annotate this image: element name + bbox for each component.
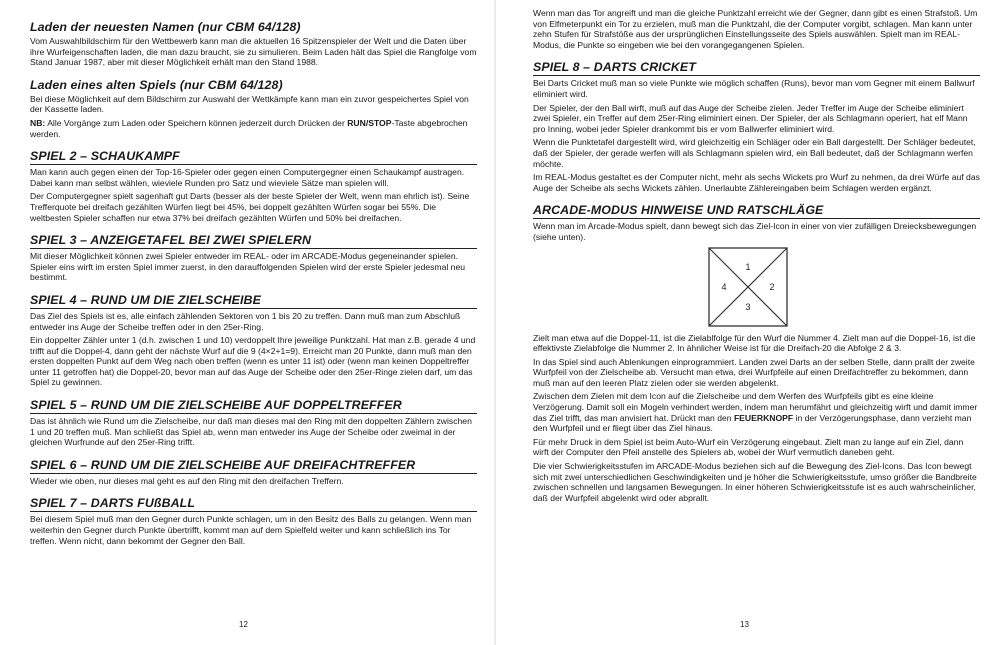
paragraph: Bei diesem Spiel muß man den Gegner durch Punkte schlagen, um in den Besitz des Balls zu gelangen. Wenn man weiterhin den Gegner durch Punkte übertrifft, kommt man auf dem Spielfeld weiter und kann schließlich ins Tor treffen. Wenn nicht, dann bekommt der Gegner den Ball.: [30, 514, 472, 546]
diagram-label-1: 1: [745, 261, 751, 272]
section-spiel-2: [30, 149, 477, 223]
paragraph: Wenn man im Arcade-Modus spielt, dann bewegt sich das Ziel-Icon in einer von vier zufälligen Dreiecksbewegungen (siehe unten).: [533, 221, 977, 242]
paragraph: Zielt man etwa auf die Doppel-11, ist die Zielablfolge für den Wurf die Nummer 4. Zielt man auf die Doppel-16, ist die effektivste Zielabfolge die Nummer 2. In ähnlicher Weise ist für die Dreifach-20 die Abfolge 2 & 3.: [533, 332, 976, 354]
page-number-left: 12: [239, 620, 248, 629]
section-title: SPIEL 7 – DARTS FUßBALL: [30, 496, 477, 512]
paragraph: Der Computergegner spielt sagenhaft gut Darts (besser als der beste Spieler der Welt, wenn man ehrlich ist). Seine Trefferquote bei dreifach gezählten Würfen liegt bei 45%, bei doppelt gezählten Würfen sogar bei 55%. Die weltbesten Spieler schaffen nur etwa 37% bei dreifach gezählten Würfen und 50% bei dreifachen.: [30, 191, 470, 223]
paragraph: Wieder wie oben, nur dieses mal geht es auf den Ring mit den dreifachen Treffern.: [30, 475, 344, 486]
page-fold: [494, 0, 496, 645]
paragraph: Vom Auswahlbildschirm für den Wettbewerb kann man die aktuellen 16 Spitzenspieler der Welt und die Daten über ihre Wurfeigenschaften laden, die man dazu braucht, sie zu simulieren. Beim Laden hält das Spiel die Rangfolge vom Stand Januar 1987, aber mit dieser Möglichkeit erhält man den Stand 1988.: [30, 36, 477, 68]
note-text: -Taste abgebrochen werden.: [30, 117, 468, 139]
paragraph-text: in der Verzögerungsphase, dann verzieht man den Wurfpfeil und er fliegt über das Ziel hinaus.: [533, 412, 972, 434]
section-spiel-8: [533, 60, 980, 193]
paragraph: Im REAL-Modus gestaltet es der Computer nicht, mehr als sechs Wickets pro Wurf zu nehmen, da drei Würfe auf das Auge der Scheibe als sechs Wickets zählen. Unerlaubte Zählereingaben beim Schlagen werden ergänzt.: [533, 172, 980, 193]
paragraph: Das Ziel des Spiels ist es, alle einfach zählenden Sektoren von 1 bis 20 zu treffen. Dann muß man zum Abschluß entweder ins Auge der Scheibe treffen oder in den 25er-Ring.: [30, 310, 461, 332]
section-title: SPIEL 8 – DARTS CRICKET: [533, 60, 980, 76]
section-spiel-5: [30, 398, 477, 448]
section-spiel-7: [30, 496, 477, 546]
section-laden-neueste-namen: [30, 20, 477, 68]
paragraph: In das Spiel sind auch Ablenkungen einprogrammiert. Landen zwei Darts an der selben Stelle, dann prallt der zweite Wurfpfeil von der Zielscheibe ab. Versucht man etwa, drei Wurfpfeile auf einen Dreifachtreffer zu bekommen, dann muß man auf den leeren Platz zielen oder sie werden abgelenkt.: [533, 356, 975, 388]
note-key: RUN/STOP: [347, 117, 392, 128]
section-laden-altes-spiel: [30, 78, 477, 139]
page-number-right: 13: [740, 620, 749, 629]
section-title: SPIEL 5 – RUND UM DIE ZIELSCHEIBE AUF DOPPELTREFFER: [30, 398, 477, 414]
note-paragraph: [30, 118, 477, 139]
right-page: [505, 0, 1000, 645]
paragraph: Wenn man das Tor angreift und man die gleiche Punktzahl erreicht wie der Gegner, dann gibt es einen Strafstoß. Um von Elfmeterpunkt ein Tor zu erzielen, muß man die Punktzahl, die der Computer vorgibt, schlagen. Man kann unter zehn Stufen für Strafstöße aus der ursprünglichen Einstellungsseite des Spiels auswählen. Spielt man im REAL-Modus, die Punkte so eingeben wie bei den vorangegangenen Spielen.: [533, 8, 978, 50]
paragraph: Bei Darts Cricket muß man so viele Punkte wie möglich schaffen (Runs), bevor man vom Gegner mit einem Ballwurf eliminiert wird.: [533, 78, 975, 99]
section-spiel-4: [30, 293, 477, 388]
note-label: NB:: [30, 117, 46, 128]
section-title: SPIEL 3 – ANZEIGETAFEL BEI ZWEI SPIELERN: [30, 233, 477, 249]
paragraph: Bei diese Möglichkeit auf dem Bildschirm zur Auswahl der Wettkämpfe kann man ein zuvor gespeichertes Spiel von der Kassette laden.: [30, 93, 469, 115]
section-arcade-modus: [533, 203, 980, 503]
paragraph: [533, 391, 980, 433]
section-spiel-3: [30, 233, 477, 283]
paragraph: Mit dieser Möglichkeit können zwei Spieler entweder im REAL- oder im ARCADE-Modus gegeneinander spielen. Spieler eins wirft im ersten Spiel immer zuerst, in den darauffolgenden Spielen wird der erste Spieler jedesmal neu bestimmt.: [30, 251, 465, 283]
section-title: Laden eines alten Spiels (nur CBM 64/128): [30, 77, 283, 92]
diagram-label-4: 4: [721, 281, 727, 292]
paragraph-text: Zwischen dem Zielen mit dem Icon auf die Zielscheibe und dem Werfen des Wurfpfeils gibt es eine kleine Verzögerung. Damit soll ein Mogeln verhindert werden, indem man herumfährt und gleichzeitig wirft und damit immer das Ziel trifft, das man anvisiert hat. Drückt man den: [533, 391, 978, 423]
fire-button-key: FEUERKNOPF: [733, 412, 794, 423]
paragraph: Für mehr Druck in dem Spiel ist beim Auto-Wurf ein Verzögerung eingebaut. Zielt man zu lange auf ein Ziel, dann wirft der Computer den Pfeil anstelle des Spielers ab, wobei der Wurf vermutlich daneben geht.: [533, 436, 964, 458]
left-page: [0, 0, 487, 645]
section-title: SPIEL 6 – RUND UM DIE ZIELSCHEIBE AUF DREIFACHTREFFER: [30, 458, 477, 474]
section-title: SPIEL 4 – RUND UM DIE ZIELSCHEIBE: [30, 293, 477, 309]
paragraph: Die vier Schwierigkeitsstufen im ARCADE-Modus beziehen sich auf die Bewegung des Ziel-Icons. Das Icon bewegt sich mit zwei unterschiedlichen Geschwindigkeiten und je höher die Schwierigkeitsstufe, umso größer die Bandbreite zwischen schnellen und langsamen Bewegungen. In einer höheren Schwierigkeitsstufe ist es auch wahrscheinlicher, daß der Wurfpfeil abgelenkt wird oder abprallt.: [533, 461, 977, 503]
paragraph: Ein doppelter Zähler unter 1 (d.h. zwischen 1 und 10) verdoppelt Ihre jeweilige Punktzahl. Hat man z.B. gerade 4 und trifft auf die Doppel-4, dann geht der nächste Wurf auf die 9 (4×2+1=9). Erreicht man 20 Punkte, dann muß man den ersten doppelten Punkt auf dem Weg nach oben treffen (wenn es unter 11 ist) oder (wenn man keinen Doppeltreffer unter 11 getroffen hat) die Doppel-20, bevor man auf das Auge der Scheibe oder den 25er-Ringe zielen darf, um das Spiel zu gewinnen.: [30, 335, 476, 388]
diagram-label-2: 2: [769, 281, 775, 292]
section-intro: [533, 8, 980, 50]
diagram-label-3: 3: [745, 301, 751, 312]
section-title: ARCADE-MODUS HINWEISE UND RATSCHLÄGE: [533, 203, 980, 219]
section-title: SPIEL 2 – SCHAUKAMPF: [30, 149, 477, 165]
note-text: Alle Vorgänge zum Laden oder Speichern können jederzeit durch Drücken der: [45, 117, 348, 128]
paragraph: Man kann auch gegen einen der Top-16-Spieler oder gegen einen Computergegner einen Schaukampf austragen. Dabei kann man selbst wählen, wieviele Runden pro Satz und wieviele Sätze man spielen will.: [30, 167, 465, 188]
paragraph: Wenn die Punktetafel dargestellt wird, wird gleichzeitig ein Schläger oder ein Ball dargestellt. Der Schläger bedeutet, daß der Spieler, der gerade werfen will als Schlagmann spielen wird, ein Ball bedeutet, daß der Schlagmann werfen möchte.: [533, 137, 976, 169]
paragraph: Der Spieler, der den Ball wirft, muß auf das Auge der Scheibe zielen. Jeder Treffer im Auge der Scheibe eliminiert zwei Spieler, ein Treffer auf dem 25er-Ring eliminiert einen. Der Spieler, der als Schlagmann operiert, hat elf Mann pro Inning, wobei jeder Spieler drankommt bis er vom Ballwerfer eliminiert wird.: [533, 102, 968, 134]
section-title: Laden der neuesten Namen (nur CBM 64/128): [30, 20, 301, 34]
paragraph: Das ist ähnlich wie Rund um die Zielscheibe, nur daß man dieses mal den Ring mit den doppelten Zählern zwischen 1 und 20 treffen muß. Man schließt das Spiel ab, wenn man entweder ins Auge der Scheibe oder zweimal in der gleichen Wurfrunde auf den 25er-Ring trifft.: [30, 416, 472, 448]
target-movement-diagram: [708, 247, 788, 327]
section-spiel-6: [30, 458, 477, 487]
